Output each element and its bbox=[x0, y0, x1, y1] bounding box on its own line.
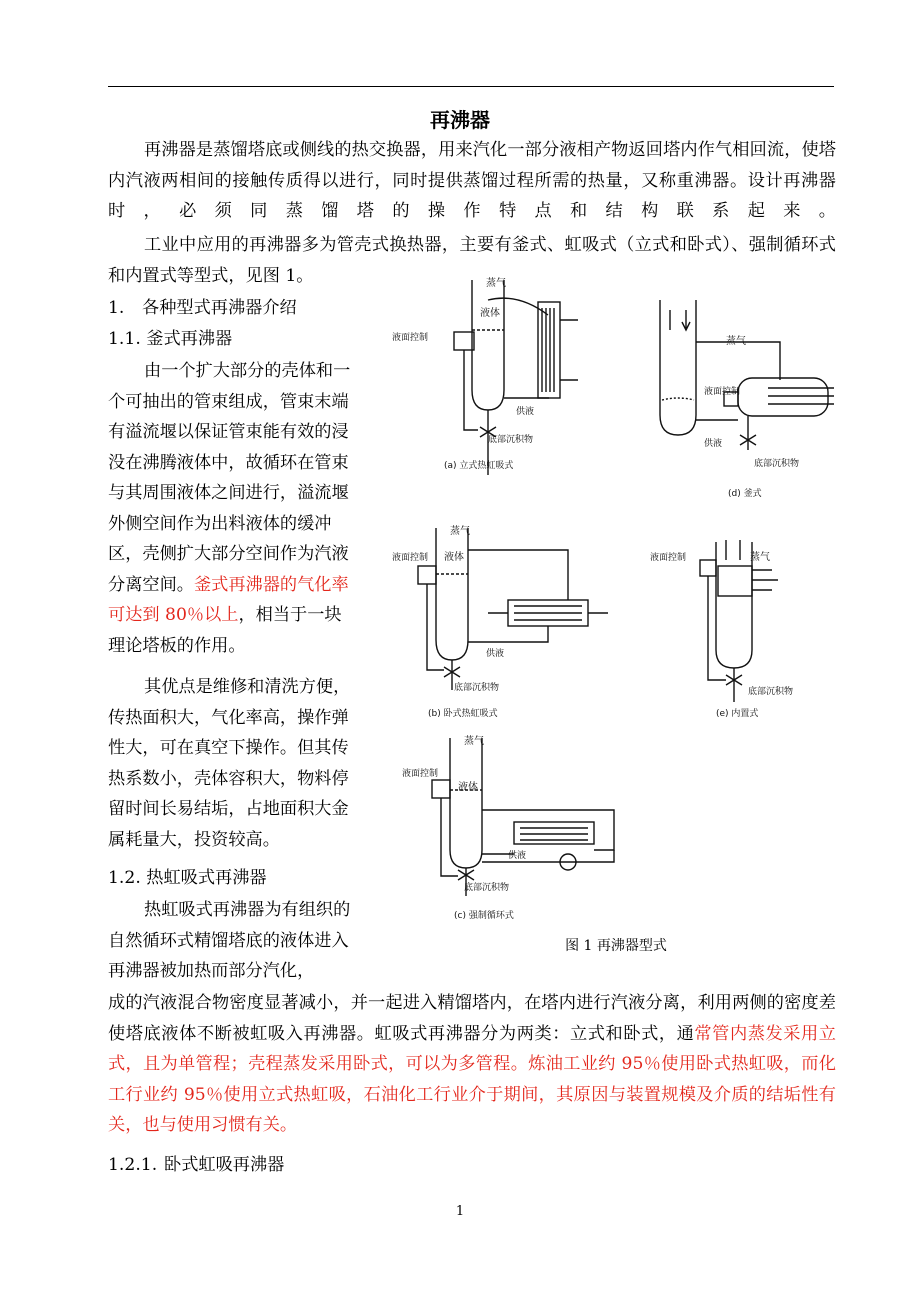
diagram-a-feed-label: 供液 bbox=[516, 407, 535, 417]
header-rule bbox=[108, 86, 834, 87]
section-1-title: 各种型式再沸器介绍 bbox=[142, 298, 297, 318]
diagram-c-level-control bbox=[432, 780, 450, 798]
diagram-e-column bbox=[716, 542, 752, 668]
diagram-c-vapor-label: 蒸气 bbox=[464, 736, 484, 747]
diagram-c bbox=[402, 734, 614, 921]
diagram-a-level-label: 液面控制 bbox=[392, 333, 429, 343]
diagram-c-feed-label: 供液 bbox=[508, 851, 527, 861]
diagram-b-vapor-label: 蒸气 bbox=[450, 526, 470, 537]
diagram-d-kettle-shell bbox=[738, 378, 828, 416]
diagram-a-vapor-label: 蒸气 bbox=[486, 278, 506, 289]
diagram-a bbox=[392, 276, 578, 475]
diagram-d-vapor-label: 蒸气 bbox=[726, 336, 746, 347]
diagram-e-caption: (e) 内置式 bbox=[716, 709, 759, 719]
diagram-b-level-control bbox=[418, 566, 436, 584]
diagram-d-level-label: 液面控制 bbox=[704, 387, 741, 397]
diagram-d-bottoms-label: 底部沉积物 bbox=[754, 459, 800, 469]
kettle-text: 由一个扩大部分的壳体和一个可抽出的管束组成，管束末端有溢流堰以保证管束能有效的浸没在沸腾液体中，故循环在管束与其周围液体之间进行，溢流堰外侧空间作为出料液体的缓冲区，壳侧扩大部分空间作为汽液分离空间。 bbox=[108, 361, 351, 595]
diagram-e-bottoms-label: 底部沉积物 bbox=[748, 687, 794, 697]
diagram-b-liquid-label: 液体 bbox=[444, 552, 464, 563]
page-title: 再沸器 bbox=[430, 108, 490, 132]
diagram-e-level-label: 液面控制 bbox=[650, 553, 687, 563]
page-number: 1 bbox=[455, 1204, 465, 1219]
kettle-tail: ，相当于一块理论塔板的作用。 bbox=[108, 605, 342, 656]
diagram-c-bottoms-label: 底部沉积物 bbox=[464, 883, 510, 893]
figure-caption: 图 1 再沸器型式 bbox=[565, 938, 667, 954]
diagram-a-bottoms-label: 底部沉积物 bbox=[488, 435, 534, 445]
kettle-paragraph-2: 其优点是维修和清洗方便，传热面积大，气化率高，操作弹性大，可在真空下操作。但其传热系数小，壳体容积大，物料停留时间长易结垢，占地面积大金属耗量大，投资较高。 bbox=[108, 677, 351, 850]
diagram-d bbox=[660, 300, 834, 499]
diagram-d-column bbox=[660, 300, 696, 435]
diagram-c-liquid-label: 液体 bbox=[458, 782, 478, 793]
diagram-b bbox=[392, 524, 608, 719]
diagram-e-vapor-label: 蒸气 bbox=[750, 552, 770, 563]
diagram-a-level-control bbox=[454, 332, 474, 350]
reboiler-figure bbox=[388, 270, 844, 932]
section-1-2-heading bbox=[108, 863, 267, 894]
thermosiphon-highlight: 常管内蒸发采用立式，且为单管程；壳程蒸发采用卧式，可以为多管程。炼油工业约 95％使用卧式热虹吸，而化工行业约 95％使用立式热虹吸，石油化工行业介于期间，其原因与装置规模及介质的结垢性有关，也与使用习惯有关。 bbox=[108, 1023, 836, 1135]
thermosiphon-paragraph-full bbox=[108, 988, 836, 1141]
section-1-1-number: 1.1. bbox=[108, 329, 141, 349]
section-1-2-title: 热虹吸式再沸器 bbox=[146, 868, 267, 888]
diagram-e bbox=[650, 540, 793, 719]
section-1-2-1-number: 1.2.1. bbox=[108, 1155, 158, 1175]
diagram-a-liquid-label: 液体 bbox=[480, 308, 500, 319]
diagram-d-caption: (d) 釜式 bbox=[728, 489, 762, 499]
section-1-2-1-title: 卧式虹吸再沸器 bbox=[164, 1155, 285, 1175]
intro-paragraph-2: 工业中应用的再沸器多为管壳式换热器，主要有釜式、虹吸式（立式和卧式）、强制循环式和内置式等型式，见图 1。 bbox=[108, 235, 836, 286]
diagram-a-caption: (a) 立式热虹吸式 bbox=[444, 461, 514, 471]
diagram-b-feed-label: 供液 bbox=[486, 649, 505, 659]
diagram-c-level-label: 液面控制 bbox=[402, 769, 439, 779]
intro-paragraph-1: 再沸器是蒸馏塔底或侧线的热交换器，用来汽化一部分液相产物返回塔内作气相回流，使塔内汽液两相间的接触传质得以进行，同时提供蒸馏过程所需的热量，又称重沸器。设计再沸器时，必须同蒸馏塔的操作特点和结构联系起来。 bbox=[108, 140, 836, 221]
section-1-number: 1. bbox=[108, 298, 125, 318]
section-1-2-number: 1.2. bbox=[108, 868, 141, 888]
diagram-b-caption: (b) 卧式热虹吸式 bbox=[428, 709, 498, 719]
diagram-b-level-label: 液面控制 bbox=[392, 553, 429, 563]
diagram-d-feed-label: 供液 bbox=[704, 439, 723, 449]
diagram-e-level-control bbox=[700, 560, 716, 576]
diagram-d-vapor-line bbox=[696, 342, 780, 380]
kettle-paragraph-1 bbox=[108, 356, 358, 661]
section-1-2-1-heading bbox=[108, 1150, 284, 1181]
reboiler-diagrams-svg bbox=[388, 270, 844, 932]
diagram-b-bottoms-label: 底部沉积物 bbox=[454, 683, 500, 693]
diagram-c-column bbox=[450, 738, 482, 868]
section-1-1-heading bbox=[108, 324, 232, 355]
section-1-1-title: 釜式再沸器 bbox=[146, 329, 233, 349]
section-1-heading bbox=[108, 293, 297, 324]
thermosiphon-paragraph-col: 热虹吸式再沸器为有组织的自然循环式精馏塔底的液体进入再沸器被加热而部分汽化， bbox=[108, 900, 351, 981]
kettle-highlight: 釜式再沸器的气化率可达到 80％以上 bbox=[108, 574, 349, 625]
thermosiphon-text: 成的汽液混合物密度显著减小，并一起进入精馏塔内，在塔内进行汽液分离，利用两侧的密度差使塔底液体不断被虹吸入再沸器。虹吸式再沸器分为两类：立式和卧式，通 bbox=[108, 993, 836, 1044]
diagram-a-exchanger bbox=[538, 302, 560, 398]
diagram-e-internal-bundle bbox=[718, 566, 752, 596]
diagram-b-column bbox=[436, 528, 468, 660]
diagram-c-caption: (c) 强制循环式 bbox=[454, 911, 514, 921]
